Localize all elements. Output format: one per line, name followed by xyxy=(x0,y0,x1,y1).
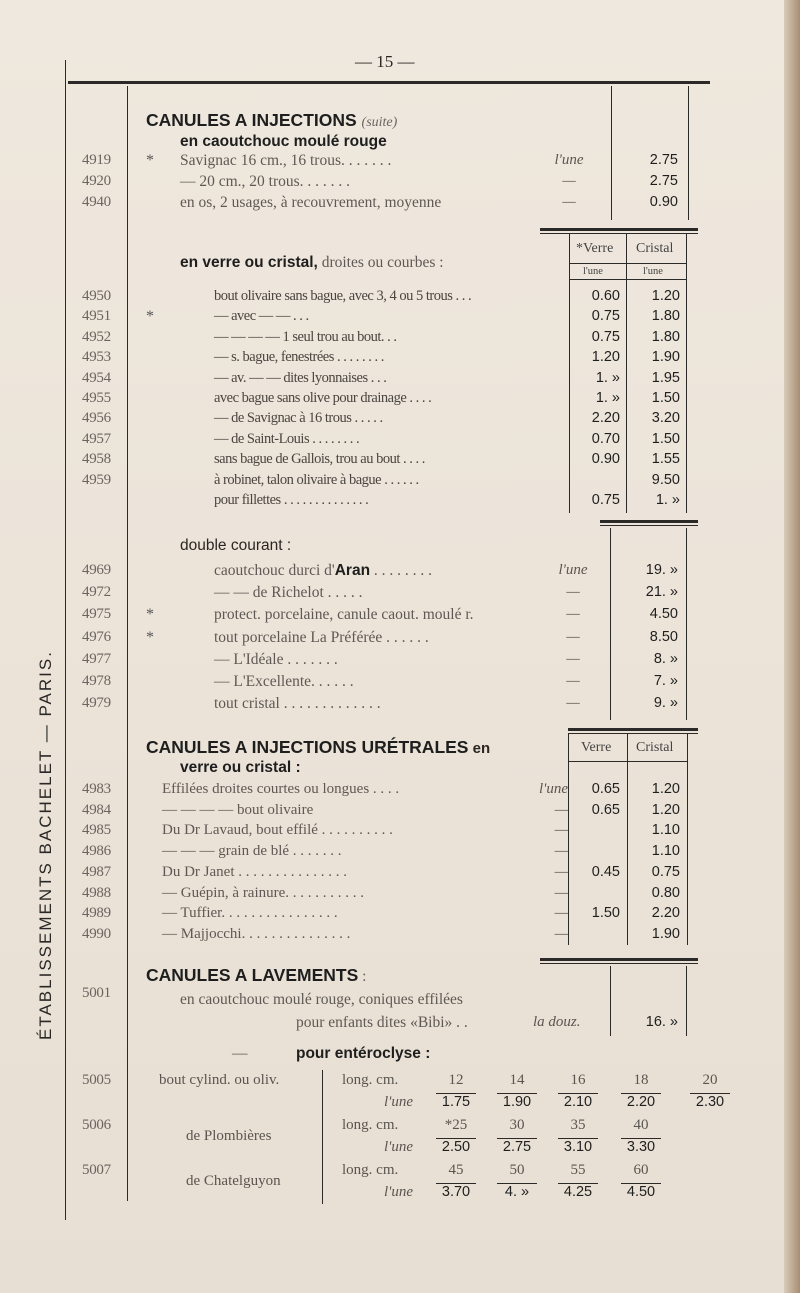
item-label-rest: . . . . . . . . xyxy=(370,562,433,579)
header-rule xyxy=(68,81,710,84)
item-number: 4919 xyxy=(82,152,111,168)
item-price: 7. » xyxy=(653,673,678,689)
price-cristal: 1.20 xyxy=(651,801,680,818)
item-number: 4983 xyxy=(82,781,111,797)
price-overline xyxy=(497,1138,537,1139)
s2-col-verre: *Verre xyxy=(576,241,614,256)
item-unit: — xyxy=(554,843,568,860)
length-value: 20 xyxy=(702,1072,718,1088)
item-price: 19. » xyxy=(645,562,678,578)
item-unit: — xyxy=(566,628,580,645)
price-verre: 0.75 xyxy=(591,308,620,325)
s4-col-rule-2 xyxy=(627,733,628,945)
item-unit: l'une xyxy=(558,562,588,578)
item-description: en os, 2 usages, à recouvrement, moyenne xyxy=(180,194,442,211)
length-value: 40 xyxy=(633,1117,649,1133)
item-description: — 20 cm., 20 trous. . . . . . . xyxy=(180,173,351,190)
length-value: 12 xyxy=(448,1072,464,1088)
price-verre: 0.70 xyxy=(591,430,620,447)
left-margin-rule xyxy=(65,60,66,1220)
price-cristal: 1.90 xyxy=(651,349,680,366)
price-overline xyxy=(436,1183,476,1184)
s2-col-rule-1 xyxy=(569,233,570,513)
length-value: 30 xyxy=(509,1117,525,1133)
price-verre: 0.60 xyxy=(591,288,620,304)
price-overline xyxy=(436,1138,476,1139)
item-label: tout cristal . . . . . . . . . . . . . xyxy=(214,695,381,713)
item-number: 4950 xyxy=(82,288,111,304)
length-value: 35 xyxy=(570,1117,586,1133)
price-cristal: 1.55 xyxy=(651,451,680,468)
item-unit: — xyxy=(554,801,568,818)
price-overline xyxy=(497,1183,537,1184)
item-description: — Majjocchi. . . . . . . . . . . . . . . xyxy=(162,925,351,942)
star-mark: * xyxy=(146,606,154,624)
item-label: — L'Excellente. . . . . . xyxy=(214,673,354,690)
item-description: bout olivaire sans bague, avec 3, 4 ou 5 trous . . . xyxy=(214,288,472,304)
length-label: long. cm. xyxy=(342,1162,399,1178)
s5-entero-heading: pour entéroclyse : xyxy=(296,1045,431,1062)
item-number: 4987 xyxy=(82,863,111,880)
price-verre: 0.75 xyxy=(591,492,620,508)
s4-title: CANULES A INJECTIONS URÉTRALES en xyxy=(146,737,491,757)
item-number: 4975 xyxy=(82,606,111,623)
s4-col-rule-3 xyxy=(687,733,688,945)
item-unit: — xyxy=(566,584,580,601)
item-description xyxy=(214,651,338,669)
item-unit: — xyxy=(554,863,568,880)
price-overline xyxy=(558,1093,598,1094)
item-number: 4979 xyxy=(82,695,111,712)
item-description: — Tuffier. . . . . . . . . . . . . . . . xyxy=(162,905,338,922)
item-unit: l'une xyxy=(554,152,584,168)
s2-top-rule-2 xyxy=(540,233,698,234)
item-unit: — xyxy=(566,606,580,623)
item-description: — de Savignac à 16 trous . . . . . xyxy=(214,410,383,427)
length-value: 16 xyxy=(570,1072,586,1088)
item-price: 4.50 xyxy=(649,606,678,623)
item-label-bold: Aran xyxy=(334,562,371,579)
length-label: long. cm. xyxy=(342,1072,399,1088)
item-description: pour fillettes . . . . . . . . . . . . . . xyxy=(214,492,369,508)
s5-price-rule-right xyxy=(686,966,687,1036)
item-number: 4940 xyxy=(82,194,111,210)
item-number: 4958 xyxy=(82,451,111,468)
item-unit: — xyxy=(554,905,568,922)
price-cristal: 0.75 xyxy=(651,863,680,880)
group-unit: l'une xyxy=(384,1139,414,1155)
length-price: 2.50 xyxy=(441,1139,471,1155)
item-number: 4920 xyxy=(82,173,111,189)
item-number: 4953 xyxy=(82,349,111,366)
star-mark: * xyxy=(146,628,154,646)
item-unit: — xyxy=(566,695,580,712)
s3-top-rule-2 xyxy=(600,525,698,526)
item-unit: l'une xyxy=(538,781,568,797)
length-value: 60 xyxy=(633,1162,649,1178)
price-verre: 0.65 xyxy=(591,801,620,818)
length-value: 45 xyxy=(448,1162,464,1178)
item-number: 4956 xyxy=(82,410,111,427)
item-number: 4976 xyxy=(82,628,111,645)
s2-header-rule-2 xyxy=(569,279,686,280)
s3-top-rule xyxy=(600,520,698,523)
length-price: 4.50 xyxy=(626,1184,656,1200)
price-overline xyxy=(621,1093,661,1094)
price-verre: 1.50 xyxy=(591,905,620,922)
length-value: 18 xyxy=(633,1072,649,1088)
s5-unit: la douz. xyxy=(533,1014,581,1030)
item-number: 4978 xyxy=(82,673,111,689)
item-description: — avec — — . . . xyxy=(214,308,309,325)
star-mark: * xyxy=(146,308,154,326)
price-overline xyxy=(621,1183,661,1184)
price-overline xyxy=(436,1093,476,1094)
item-label: protect. porcelaine, canule caout. moulé r. xyxy=(214,606,474,624)
item-description xyxy=(214,584,363,602)
item-number: 5006 xyxy=(82,1117,111,1133)
item-description: à robinet, talon olivaire à bague . . . . . . xyxy=(214,471,419,488)
item-price: 8.50 xyxy=(649,628,678,645)
s5-top-rule-2 xyxy=(540,963,698,964)
item-description: Du Dr Janet . . . . . . . . . . . . . . . xyxy=(162,863,347,880)
item-number: 4954 xyxy=(82,369,111,386)
price-cristal: 0.80 xyxy=(651,884,680,901)
item-number: 4969 xyxy=(82,562,111,578)
item-number: 4959 xyxy=(82,471,111,488)
price-cristal: 1.10 xyxy=(651,843,680,860)
item-description xyxy=(214,673,354,691)
item-price: 9. » xyxy=(653,695,678,712)
price-overline xyxy=(621,1138,661,1139)
item-description: — — — — bout olivaire xyxy=(162,801,314,818)
price-cristal: 1.90 xyxy=(651,925,680,942)
length-price: 2.75 xyxy=(502,1139,532,1155)
item-number: 4984 xyxy=(82,801,111,818)
item-unit: — xyxy=(562,173,576,189)
s4-col-cristal: Cristal xyxy=(636,740,674,755)
s2-col-cristal-unit: l'une xyxy=(643,266,663,277)
s1-price-rule-right xyxy=(688,86,689,220)
s2-top-rule xyxy=(540,228,698,231)
price-overline xyxy=(497,1093,537,1094)
group-unit: l'une xyxy=(384,1094,414,1110)
item-number: 4952 xyxy=(82,328,111,345)
price-cristal: 1.80 xyxy=(651,308,680,325)
s2-col-rule-3 xyxy=(686,233,687,513)
length-price: 1.90 xyxy=(502,1094,532,1110)
item-number: 4955 xyxy=(82,390,111,406)
item-unit: — xyxy=(554,884,568,901)
item-number: 4957 xyxy=(82,430,111,447)
item-number: 4977 xyxy=(82,650,111,667)
length-value: 14 xyxy=(509,1072,525,1088)
item-description: — de Saint-Louis . . . . . . . . xyxy=(214,430,360,447)
item-label: — — de Richelot . . . . . xyxy=(214,584,363,602)
length-value: *25 xyxy=(444,1117,468,1133)
item-number: 5005 xyxy=(82,1072,111,1088)
item-description xyxy=(214,695,381,713)
group-label: bout cylind. ou oliv. xyxy=(159,1072,280,1088)
s5-price: 16. » xyxy=(645,1014,678,1030)
item-price: 8. » xyxy=(653,650,678,667)
item-label: — L'Idéale . . . . . . . xyxy=(214,650,338,668)
item-number: 4985 xyxy=(82,822,111,839)
item-number: 4972 xyxy=(82,584,111,601)
s5-line2: pour enfants dites «Bibi» . . xyxy=(296,1014,468,1031)
star-mark: * xyxy=(146,152,154,169)
price-cristal: 1.20 xyxy=(651,288,680,304)
s5-title: CANULES A LAVEMENTS : xyxy=(146,965,367,985)
item-number: 4988 xyxy=(82,884,111,901)
item-description xyxy=(214,562,432,580)
item-description: sans bague de Gallois, trou au bout . . . . xyxy=(214,451,425,468)
item-number: 5007 xyxy=(82,1162,111,1178)
s5-price-rule-left xyxy=(610,966,611,1036)
price-verre: 0.75 xyxy=(591,328,620,345)
item-description: Du Dr Lavaud, bout effilé . . . . . . . . . . xyxy=(162,822,393,839)
number-column-rule xyxy=(127,86,128,1201)
item-unit: — xyxy=(554,925,568,942)
s2-col-rule-2 xyxy=(626,233,627,513)
item-label: caoutchouc durci d' xyxy=(214,562,335,579)
price-verre: 1. » xyxy=(595,390,620,406)
item-label: tout porcelaine La Préférée . . . . . . xyxy=(214,628,429,646)
length-price: 2.20 xyxy=(626,1094,656,1110)
length-value: 50 xyxy=(509,1162,525,1178)
s5-item-number: 5001 xyxy=(82,985,111,1001)
price-cristal: 1.80 xyxy=(651,328,680,345)
price-verre: 1. » xyxy=(595,369,620,386)
price-verre: 0.90 xyxy=(591,451,620,468)
s5-entero-dash: — xyxy=(232,1045,248,1062)
item-number: 4989 xyxy=(82,905,111,922)
group-label: de Plombières xyxy=(186,1128,272,1144)
price-overline xyxy=(558,1183,598,1184)
length-value: 55 xyxy=(570,1162,586,1178)
s1-subtitle: en caoutchouc moulé rouge xyxy=(180,133,387,150)
price-verre: 0.65 xyxy=(591,781,620,797)
s3-price-rule-left xyxy=(610,528,611,720)
item-description: — — — — 1 seul trou au bout. . . xyxy=(214,328,397,345)
s2-header-rule xyxy=(569,263,686,264)
item-unit: — xyxy=(554,822,568,839)
price-cristal: 3.20 xyxy=(651,410,680,427)
item-price: 21. » xyxy=(645,584,678,601)
page-number: — 15 — xyxy=(355,52,415,71)
s4-col-verre: Verre xyxy=(581,740,612,755)
item-description xyxy=(214,606,474,624)
price-cristal: 1.10 xyxy=(651,822,680,839)
price-verre: 2.20 xyxy=(591,410,620,427)
item-unit: — xyxy=(566,650,580,667)
price-verre: 0.45 xyxy=(591,863,620,880)
length-price: 4.25 xyxy=(563,1184,593,1200)
item-description xyxy=(214,629,429,647)
item-description: Savignac 16 cm., 16 trous. . . . . . . xyxy=(180,152,392,169)
s4-top-rule-2 xyxy=(568,733,698,734)
item-unit: — xyxy=(562,194,576,210)
item-price: 2.75 xyxy=(649,173,678,189)
group-label: de Chatelguyon xyxy=(186,1173,281,1189)
item-description: — av. — — dites lyonnaises . . . xyxy=(214,369,387,386)
s1-title: CANULES A INJECTIONS (suite) xyxy=(146,110,398,130)
item-description: — — — grain de blé . . . . . . . xyxy=(162,843,342,860)
item-description: — s. bague, fenestrées . . . . . . . . xyxy=(214,349,384,366)
item-description: Effilées droites courtes ou longues . . . . xyxy=(162,781,400,797)
price-verre: 1.20 xyxy=(591,349,620,366)
length-price: 3.30 xyxy=(626,1139,656,1155)
item-description: — Guépin, à rainure. . . . . . . . . . . xyxy=(162,884,365,901)
length-price: 3.70 xyxy=(441,1184,471,1200)
sidebar-publisher: ÉTABLISSEMENTS BACHELET — PARIS. xyxy=(36,650,55,1040)
length-label: long. cm. xyxy=(342,1117,399,1133)
item-description: avec bague sans olive pour drainage . . . . xyxy=(214,390,432,406)
length-price: 2.10 xyxy=(563,1094,593,1110)
s5-line1: en caoutchouc moulé rouge, coniques effilées xyxy=(180,991,463,1008)
s2-col-cristal: Cristal xyxy=(636,241,674,256)
item-price: 2.75 xyxy=(649,152,678,168)
price-cristal: 1. » xyxy=(655,492,680,508)
item-number: 4990 xyxy=(82,925,111,942)
s3-price-rule-right xyxy=(686,528,687,720)
s4-subtitle: verre ou cristal : xyxy=(180,759,301,776)
length-price: 3.10 xyxy=(563,1139,593,1155)
price-cristal: 2.20 xyxy=(651,905,680,922)
price-cristal: 1.50 xyxy=(651,390,680,406)
price-cristal: 1.95 xyxy=(651,369,680,386)
item-price: 0.90 xyxy=(649,194,678,210)
length-price: 1.75 xyxy=(441,1094,471,1110)
item-unit: — xyxy=(566,673,580,689)
item-number: 4986 xyxy=(82,843,111,860)
s5-top-rule xyxy=(540,958,698,961)
price-cristal: 1.20 xyxy=(651,781,680,797)
price-cristal: 1.50 xyxy=(651,430,680,447)
price-cristal: 9.50 xyxy=(651,471,680,488)
price-overline xyxy=(690,1093,730,1094)
s2-col-verre-unit: l'une xyxy=(583,266,603,277)
s4-col-rule-1 xyxy=(568,733,569,945)
s5-brace-rule xyxy=(322,1070,323,1204)
length-price: 4. » xyxy=(504,1184,530,1200)
group-unit: l'une xyxy=(384,1184,414,1200)
s4-top-rule xyxy=(568,728,698,731)
s2-heading: en verre ou cristal, droites ou courbes : xyxy=(180,254,444,271)
item-number: 4951 xyxy=(82,308,111,325)
price-overline xyxy=(558,1138,598,1139)
length-price: 2.30 xyxy=(695,1094,725,1110)
s3-heading: double courant : xyxy=(180,537,292,554)
s4-header-rule xyxy=(568,761,687,762)
